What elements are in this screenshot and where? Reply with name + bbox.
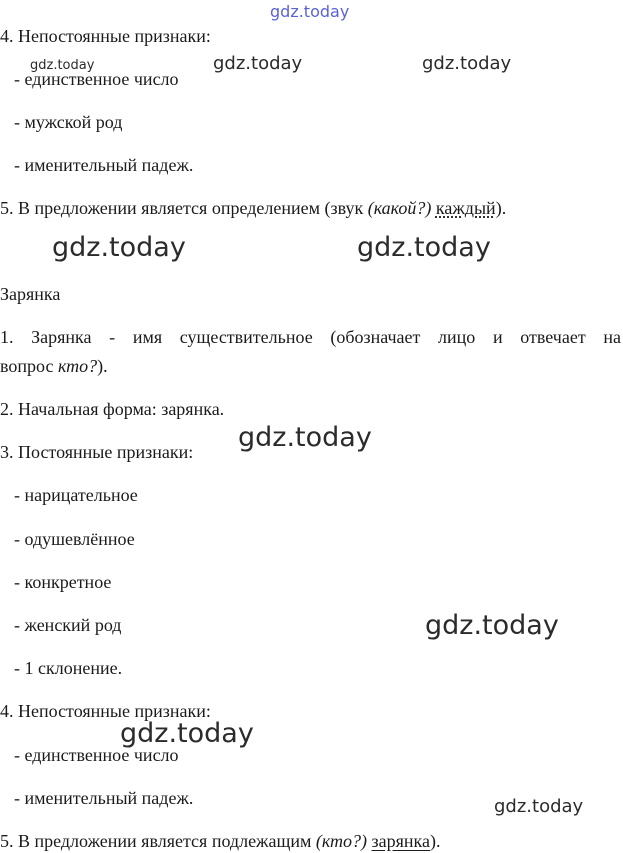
role-suffix: ). <box>430 831 441 851</box>
syntactic-role-line <box>0 830 441 852</box>
watermark: gdz.today <box>120 718 254 749</box>
heading-variable-features: 4. Непостоянные признаки: <box>0 701 211 721</box>
list-item: - 1 склонение. <box>14 658 123 678</box>
role-text: 5. В предложении является определением (звук <box>0 198 368 218</box>
word: на <box>603 327 621 347</box>
question-word: кто? <box>57 356 98 376</box>
word: 1. <box>0 327 14 347</box>
word: Зарянка <box>31 327 92 347</box>
watermark: gdz.today <box>425 610 559 641</box>
list-item: - именительный падеж. <box>14 788 194 808</box>
word: лицо <box>438 327 476 347</box>
word: имя <box>132 327 163 347</box>
word: существительное <box>179 327 313 347</box>
watermark: gdz.today <box>270 2 350 21</box>
watermark: gdz.today <box>52 232 186 263</box>
list-item: - женский род <box>14 615 122 635</box>
role-question: (какой?) <box>367 198 432 218</box>
list-item: - одушевлённое <box>14 529 135 549</box>
line-suffix: ). <box>97 356 108 376</box>
paragraph-line <box>0 326 621 348</box>
list-item: - единственное число <box>14 69 179 89</box>
heading-variable-features: 4. Непостоянные признаки: <box>0 26 211 46</box>
line-text: вопрос <box>0 356 58 376</box>
role-suffix: ). <box>495 198 507 218</box>
list-item: - мужской род <box>14 112 123 132</box>
role-word: каждый <box>435 198 496 218</box>
paragraph-line <box>0 355 108 377</box>
word: и <box>492 327 503 347</box>
heading-constant-features: 3. Постоянные признаки: <box>0 442 194 462</box>
word-title: Зарянка <box>0 284 61 304</box>
watermark: gdz.today <box>494 796 584 817</box>
list-item: - единственное число <box>14 745 179 765</box>
word: отвечает <box>520 327 586 347</box>
syntactic-role-line <box>0 197 506 219</box>
watermark: gdz.today <box>422 53 512 74</box>
watermark: gdz.today <box>213 53 303 74</box>
list-item: - именительный падеж. <box>14 155 194 175</box>
initial-form: 2. Начальная форма: зарянка. <box>0 399 225 419</box>
watermark: gdz.today <box>357 232 491 263</box>
list-item: - нарицательное <box>14 485 138 505</box>
role-question: (кто?) <box>315 831 368 851</box>
watermark: gdz.today <box>30 58 95 73</box>
role-word: зарянка <box>371 831 431 851</box>
list-item: - конкретное <box>14 572 112 592</box>
word: - <box>109 327 116 347</box>
word: (обозначает <box>330 327 421 347</box>
role-text: 5. В предложении является подлежащим <box>0 831 316 851</box>
watermark: gdz.today <box>238 422 372 453</box>
